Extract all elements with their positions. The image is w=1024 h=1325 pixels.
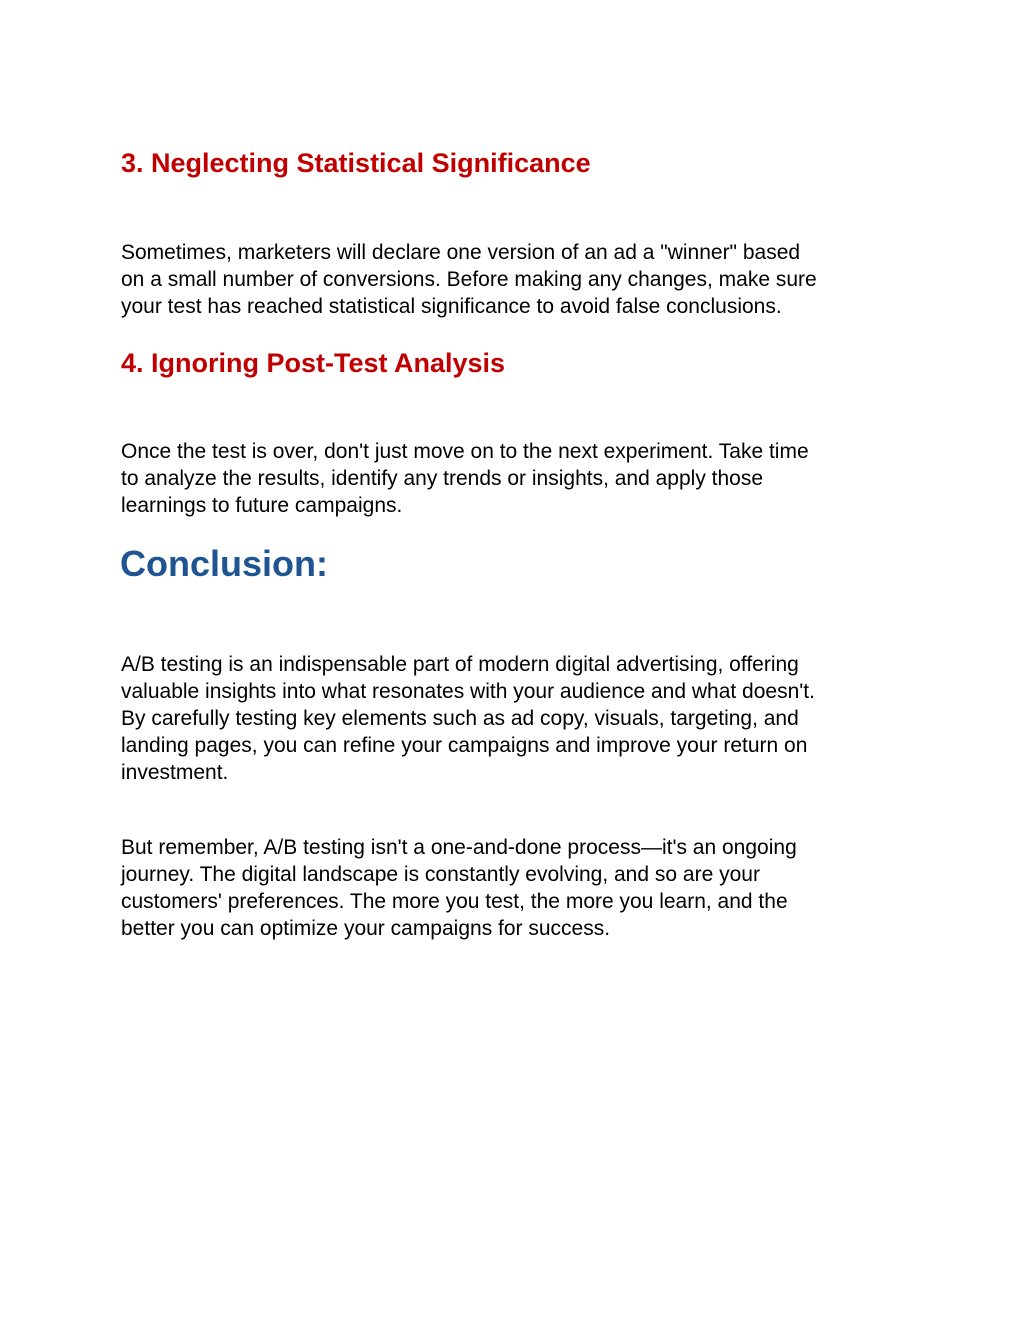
paragraph-line: on a small number of conversions. Before making any changes, make sure xyxy=(121,268,817,291)
paragraph-line: journey. The digital landscape is constantly evolving, and so are your xyxy=(121,863,760,886)
paragraph-line: valuable insights into what resonates with your audience and what doesn't. xyxy=(121,680,815,703)
conclusion-paragraph-2 xyxy=(121,834,911,942)
paragraph-line: By carefully testing key elements such as ad copy, visuals, targeting, and xyxy=(121,707,799,730)
paragraph-line: better you can optimize your campaigns for success. xyxy=(121,917,611,940)
paragraph-line: Sometimes, marketers will declare one version of an ad a "winner" based xyxy=(121,241,801,264)
paragraph-line: Once the test is over, don't just move on to the next experiment. Take time xyxy=(121,440,809,463)
paragraph-line: to analyze the results, identify any trends or insights, and apply those xyxy=(121,467,764,490)
section-heading-post-test-analysis: 4. Ignoring Post-Test Analysis xyxy=(121,348,506,378)
paragraph-line: investment. xyxy=(121,761,229,784)
paragraph-line: A/B testing is an indispensable part of modern digital advertising, offering xyxy=(121,653,799,676)
section-heading-statistical-significance: 3. Neglecting Statistical Significance xyxy=(121,148,591,178)
paragraph-line: learnings to future campaigns. xyxy=(121,494,403,517)
paragraph-line: landing pages, you can refine your campaigns and improve your return on xyxy=(121,734,808,757)
paragraph-line: But remember, A/B testing isn't a one-and-done process—it's an ongoing xyxy=(121,836,797,859)
conclusion-paragraph-1 xyxy=(121,651,911,786)
paragraph-line: your test has reached statistical significance to avoid false conclusions. xyxy=(121,295,782,318)
section-paragraph-statistical-significance xyxy=(121,239,911,320)
section-paragraph-post-test-analysis xyxy=(121,438,911,519)
paragraph-line: customers' preferences. The more you test, the more you learn, and the xyxy=(121,890,788,913)
conclusion-heading: Conclusion: xyxy=(120,543,328,584)
